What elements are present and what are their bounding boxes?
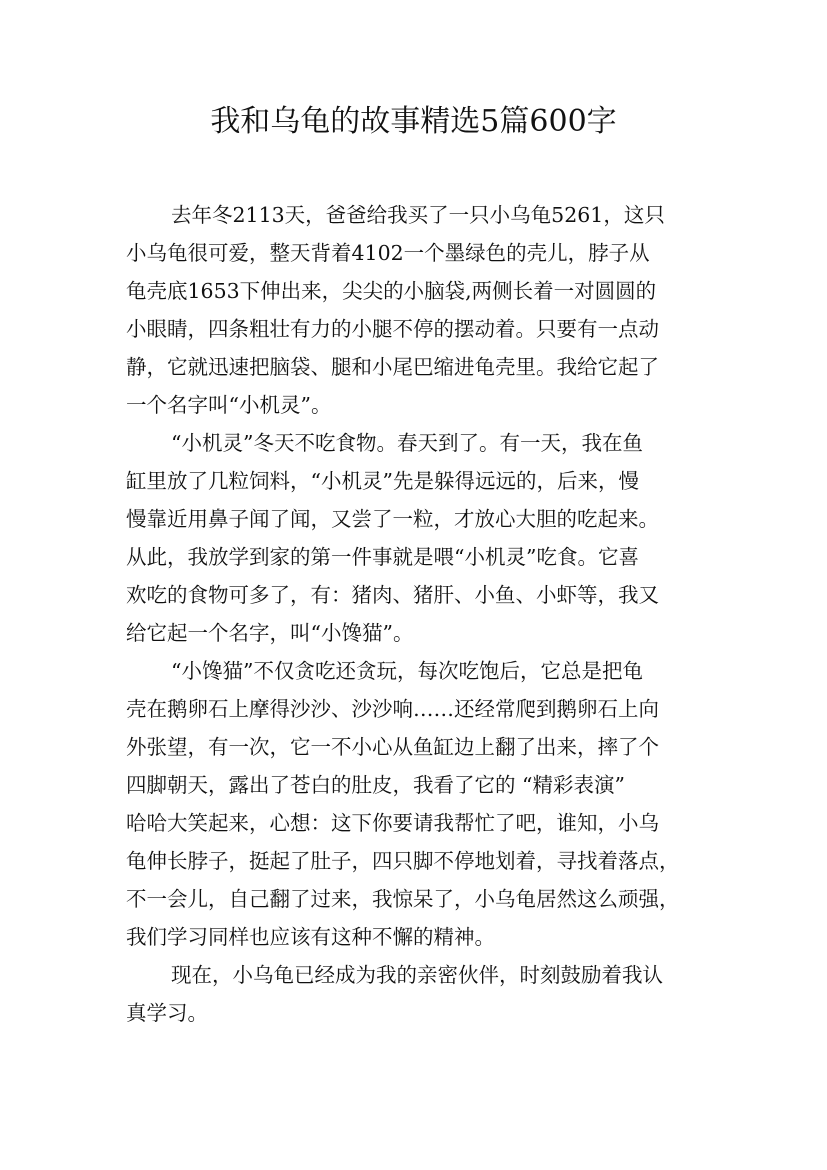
text-line: 现在，小乌龟已经成为我的亲密伙伴，时刻鼓励着我认: [171, 963, 663, 987]
text-line: 缸里放了几粒饲料，“小机灵”先是躲得远远的，后来，慢: [126, 469, 639, 493]
text-line: 小眼睛，四条粗壮有力的小腿不停的摆动着。只要有一点动: [126, 317, 659, 341]
text-line: 壳在鹅卵石上摩得沙沙、沙沙响……还经常爬到鹅卵石上向: [126, 697, 659, 721]
text-line: 外张望，有一次，它一不小心从鱼缸边上翻了出来，摔了个: [126, 735, 659, 759]
text-line: 给它起一个名字，叫“小馋猫”。: [126, 621, 414, 645]
text-line: 不一会儿，自己翻了过来，我惊呆了，小乌龟居然这么顽强，: [126, 887, 680, 911]
text-line: 欢吃的食物可多了，有：猪肉、猪肝、小鱼、小虾等，我又: [126, 583, 659, 607]
text-line: 四脚朝天，露出了苍白的肚皮，我看了它的 “精彩表演”: [126, 773, 625, 797]
paragraph-2: [126, 424, 706, 652]
text-line: 龟壳底1653下伸出来，尖尖的小脑袋,两侧长着一对圆圆的: [126, 279, 657, 303]
text-line: 去年冬2113天，爸爸给我买了一只小乌龟5261，这只: [171, 203, 665, 227]
text-line: 龟伸长脖子，挺起了肚子，四只脚不停地划着，寻找着落点，: [126, 849, 680, 873]
text-line: 慢靠近用鼻子闻了闻，又尝了一粒，才放心大胆的吃起来。: [126, 507, 659, 531]
text-line: 哈哈大笑起来，心想：这下你要请我帮忙了吧，谁知，小乌: [126, 811, 659, 835]
paragraph-1: [126, 196, 706, 424]
text-line: “小机灵”冬天不吃食物。春天到了。有一天，我在鱼: [171, 431, 643, 455]
text-line: 我们学习同样也应该有这种不懈的精神。: [126, 925, 495, 949]
text-line: 静，它就迅速把脑袋、腿和小尾巴缩进龟壳里。我给它起了: [126, 355, 659, 379]
paragraph-3: [126, 652, 706, 956]
text-line: “小馋猫”不仅贪吃还贪玩，每次吃饱后，它总是把龟: [171, 659, 643, 683]
text-line: 从此，我放学到家的第一件事就是喂“小机灵”吃食。它喜: [126, 545, 639, 569]
document-body: [126, 196, 706, 1032]
text-line: 小乌龟很可爱，整天背着4102一个墨绿色的壳儿，脖子从: [126, 241, 650, 265]
paragraph-4: [126, 956, 706, 1032]
text-line: 真学习。: [126, 1001, 208, 1025]
document-title: 我和乌龟的故事精选5篇600字: [210, 104, 617, 139]
text-line: 一个名字叫“小机灵”。: [126, 393, 332, 417]
